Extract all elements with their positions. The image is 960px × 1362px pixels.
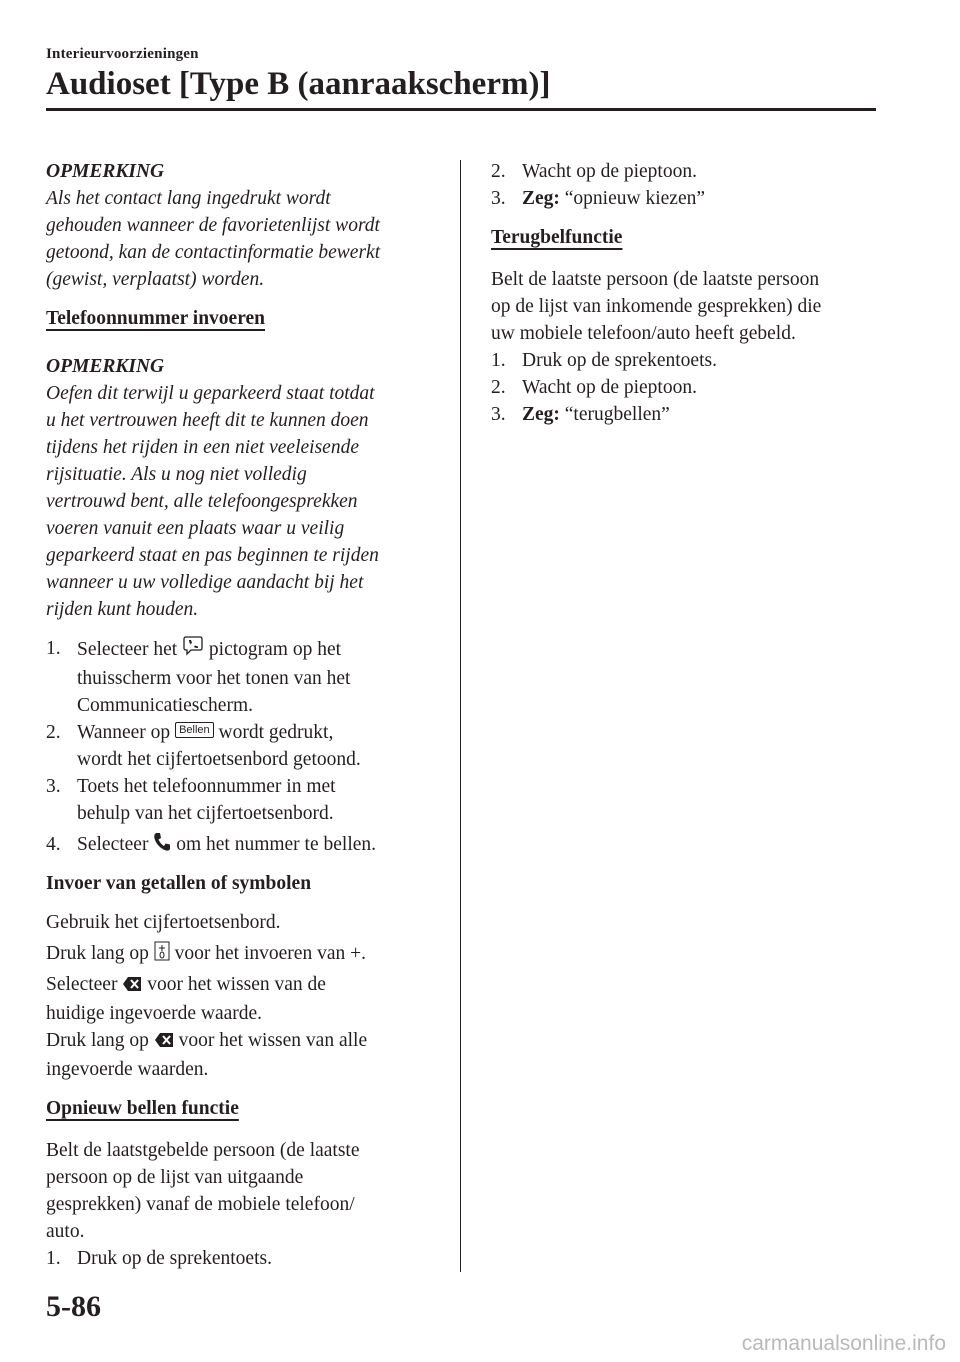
- note-line: getoond, kan de contactinformatie bewerkt: [46, 242, 381, 263]
- paragraph-text: Druk lang op: [46, 1030, 154, 1051]
- step-1: [46, 1245, 446, 1272]
- step-2: [491, 374, 891, 401]
- step-number: 2.: [491, 377, 506, 398]
- section-label: Interieurvoorzieningen: [46, 46, 199, 62]
- step-text: om het nummer te bellen.: [171, 834, 377, 855]
- note-line: wanneer u uw volledige aandacht bij het: [46, 572, 364, 593]
- paragraph-line: uw mobiele telefoon/auto heeft gebeld.: [491, 323, 796, 344]
- paragraph-text: ingevoerde waarden.: [46, 1059, 209, 1080]
- paragraph-text: voor het invoeren van +.: [169, 943, 366, 964]
- step-text: pictogram op het: [204, 639, 342, 660]
- paragraph: [46, 940, 446, 969]
- paragraph-line: auto.: [46, 1221, 85, 1242]
- page-number: 5-86: [46, 1290, 101, 1323]
- step-2: [46, 719, 446, 773]
- step-text: “terugbellen”: [559, 404, 670, 425]
- step-3: [46, 773, 446, 827]
- page-title: Audioset [Type B (aanraakscherm)]: [46, 66, 551, 102]
- step-2: [491, 158, 891, 185]
- step-text: behulp van het cijfertoetsenbord.: [77, 803, 334, 824]
- step-bold: Zeg:: [522, 404, 560, 425]
- note-heading: OPMERKING: [46, 161, 165, 182]
- step-number: 2.: [491, 161, 506, 182]
- watermark[interactable]: carmanualsonline.info: [741, 1332, 946, 1355]
- paragraph-text: Druk lang op: [46, 943, 154, 964]
- phone-icon: [153, 832, 171, 860]
- paragraph-line: gesprekken) vanaf de mobiele telefoon/: [46, 1194, 355, 1215]
- paragraph-line: op de lijst van inkomende gesprekken) die: [491, 296, 822, 317]
- paragraph: [46, 1027, 446, 1083]
- note-heading: OPMERKING: [46, 356, 165, 377]
- subheading-terugbelfunctie: Terugbelfunctie: [491, 227, 623, 248]
- note-line: vertrouwd bent, alle telefoongesprekken: [46, 491, 358, 512]
- note-line: (gewist, verplaatst) worden.: [46, 269, 265, 290]
- note-line: rijden kunt houden.: [46, 599, 199, 620]
- paragraph-text: voor het wissen van de: [142, 974, 326, 995]
- step-1: [491, 347, 891, 374]
- paragraph-line: Belt de laatste persoon (de laatste persoon: [491, 269, 820, 290]
- paragraph-line: persoon op de lijst van uitgaande: [46, 1167, 304, 1188]
- step-number: 1.: [46, 638, 61, 659]
- step-text: Druk op de sprekentoets.: [77, 1248, 272, 1269]
- step-number: 3.: [491, 404, 506, 425]
- zero-plus-key-icon: [154, 941, 170, 969]
- paragraph: Gebruik het cijfertoetsenbord.: [46, 912, 281, 933]
- step-text: Wanneer op: [77, 722, 176, 743]
- step-3: [491, 401, 891, 428]
- bellen-button: Bellen: [175, 722, 214, 738]
- step-text: “opnieuw kiezen”: [559, 188, 706, 209]
- steps-list: [46, 635, 446, 860]
- paragraph: [46, 971, 446, 1027]
- column-divider: [460, 160, 461, 1272]
- right-column: [491, 158, 891, 428]
- step-number: 1.: [46, 1248, 61, 1269]
- step-number: 3.: [46, 776, 61, 797]
- step-number: 2.: [46, 722, 61, 743]
- note-line: tijdens het rijden in een niet veeleisende: [46, 437, 359, 458]
- step-text: thuisscherm voor het tonen van het: [77, 668, 351, 689]
- note-line: geparkeerd staat en pas beginnen te rijden: [46, 545, 379, 566]
- note-block-1: [46, 158, 446, 293]
- note-line: Oefen dit terwijl u geparkeerd staat totdat: [46, 383, 375, 404]
- paragraph-text: Selecteer: [46, 974, 123, 995]
- paragraph-text: huidige ingevoerde waarde.: [46, 1003, 263, 1024]
- subheading-opnieuw-bellen: Opnieuw bellen functie: [46, 1098, 239, 1119]
- note-block-2: [46, 353, 446, 623]
- step-text: wordt het cijfertoetsenbord getoond.: [77, 749, 361, 770]
- step-text: wordt gedrukt,: [213, 722, 334, 743]
- step-number: 1.: [491, 350, 506, 371]
- step-3: [491, 185, 891, 212]
- step-text: Wacht op de pieptoon.: [522, 161, 697, 182]
- step-number: 3.: [491, 188, 506, 209]
- subheading-telefoonnummer-invoeren: Telefoonnummer invoeren: [46, 308, 266, 329]
- note-line: Als het contact lang ingedrukt wordt: [46, 188, 331, 209]
- step-text: Druk op de sprekentoets.: [522, 350, 717, 371]
- delete-icon: [122, 973, 142, 1000]
- step-text: Selecteer het: [77, 639, 183, 660]
- note-line: rijsituatie. Als u nog niet volledig: [46, 464, 307, 485]
- step-text: Communicatiescherm.: [77, 695, 253, 716]
- left-column: [46, 158, 446, 1272]
- step-number: 4.: [46, 834, 61, 855]
- note-line: u het vertrouwen heeft dit te kunnen doen: [46, 410, 369, 431]
- delete-icon: [154, 1029, 174, 1056]
- step-4: [46, 831, 446, 860]
- paragraph-line: Belt de laatstgebelde persoon (de laatste: [46, 1140, 360, 1161]
- note-line: gehouden wanneer de favorietenlijst wordt: [46, 215, 380, 236]
- subheading-invoer-getallen: Invoer van getallen of symbolen: [46, 873, 312, 894]
- step-text: Toets het telefoonnummer in met: [77, 776, 336, 797]
- communication-icon: [182, 635, 204, 665]
- note-line: voeren vanuit een plaats waar u veilig: [46, 518, 345, 539]
- paragraph-text: voor het wissen van alle: [173, 1030, 368, 1051]
- step-text: Selecteer: [77, 834, 154, 855]
- step-bold: Zeg:: [522, 188, 560, 209]
- step-1: [46, 635, 446, 719]
- title-rule: [46, 108, 876, 111]
- step-text: Wacht op de pieptoon.: [522, 377, 697, 398]
